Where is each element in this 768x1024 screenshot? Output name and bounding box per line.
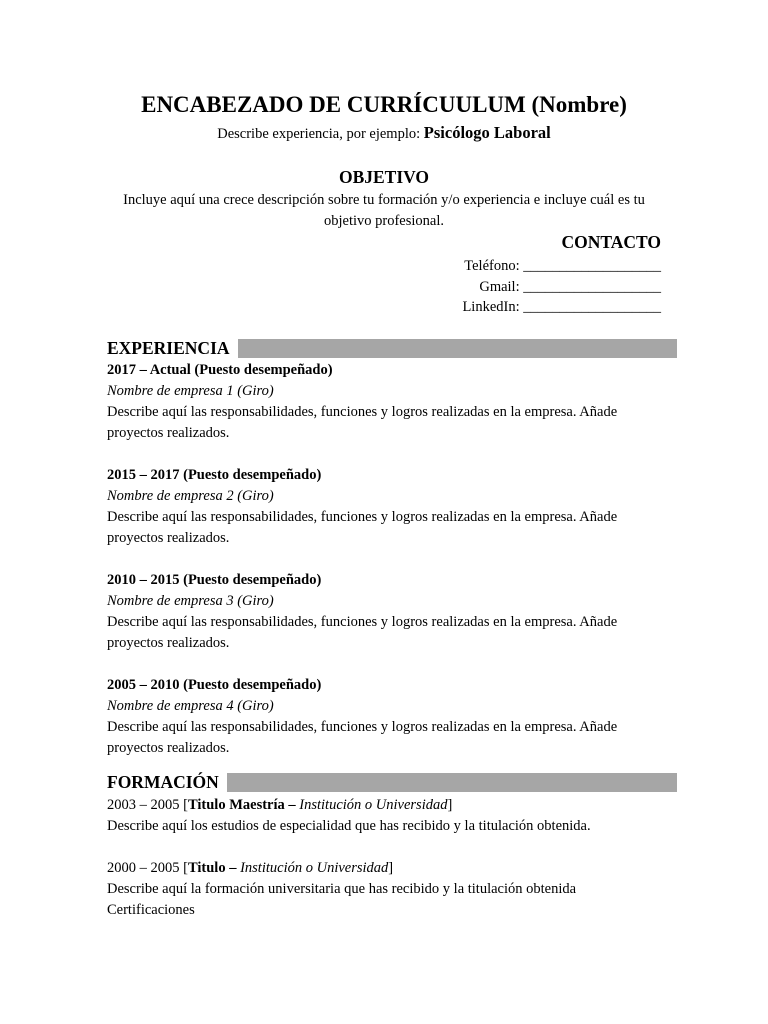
- experience-heading: EXPERIENCIA: [107, 338, 230, 358]
- experience-period: 2010 – 2015 (Puesto desempeñado): [107, 572, 322, 588]
- contact-value: ___________________: [523, 299, 661, 315]
- experience-period: 2005 – 2010 (Puesto desempeñado): [107, 677, 322, 693]
- experience-period: 2017 – Actual (Puesto desempeñado): [107, 362, 333, 378]
- education-description: Describe aquí los estudios de especialidad que has recibido y la titulación obtenida.: [107, 818, 591, 834]
- education-heading: FORMACIÓN: [107, 772, 219, 792]
- education-institution: Institución o Universidad: [240, 860, 389, 876]
- education-list: [107, 795, 667, 942]
- resume-subtitle: [0, 122, 768, 145]
- contact-row-gmail: [462, 277, 661, 298]
- education-certifications: Certificaciones: [107, 902, 195, 918]
- contact-value: ___________________: [523, 278, 661, 295]
- resume-title: ENCABEZADO DE CURRÍCUULUM (Nombre): [141, 92, 627, 117]
- education-section-header: [107, 771, 677, 793]
- objective-text: Incluye aquí una crece descripción sobre tu formación y/o experiencia e incluye cuál es tu objetivo profesional.: [123, 192, 645, 229]
- education-divider-bar: [227, 773, 677, 792]
- experience-entry: [107, 570, 667, 654]
- contact-list: [462, 256, 661, 318]
- education-description: Describe aquí la formación universitaria que has recibido y la titulación obtenida: [107, 881, 577, 897]
- education-years: 2000 – 2005 [: [107, 860, 188, 876]
- experience-company: Nombre de empresa 3 (Giro): [107, 593, 274, 609]
- contact-label: LinkedIn:: [462, 299, 520, 315]
- contact-heading: CONTACTO: [561, 232, 661, 252]
- subtitle-prefix: Describe experiencia, por ejemplo:: [217, 126, 424, 142]
- contact-row-linkedin: [462, 297, 661, 318]
- experience-company: Nombre de empresa 2 (Giro): [107, 488, 274, 504]
- experience-list: [107, 360, 667, 780]
- experience-section-header: [107, 337, 677, 359]
- education-bracket-close: ]: [388, 860, 394, 876]
- experience-entry: [107, 675, 667, 759]
- contact-value: ___________________: [523, 258, 661, 274]
- experience-description: Describe aquí las responsabilidades, funciones y logros realizadas en la empresa. Añade proyectos realizados.: [107, 614, 618, 651]
- education-years: 2003 – 2005 [: [107, 797, 188, 813]
- contact-label: Teléfono:: [464, 258, 520, 274]
- experience-description: Describe aquí las responsabilidades, funciones y logros realizadas en la empresa. Añade proyectos realizados.: [107, 509, 618, 546]
- education-degree: Titulo Maestría –: [187, 797, 300, 813]
- experience-divider-bar: [238, 339, 677, 358]
- education-bracket-close: ]: [447, 797, 453, 813]
- experience-company: Nombre de empresa 1 (Giro): [107, 383, 274, 399]
- education-title-line: [107, 858, 667, 879]
- experience-entry: [107, 465, 667, 549]
- experience-company: Nombre de empresa 4 (Giro): [107, 698, 274, 714]
- experience-description: Describe aquí las responsabilidades, funciones y logros realizadas en la empresa. Añade proyectos realizados.: [107, 719, 618, 756]
- subtitle-role: Psicólogo Laboral: [423, 123, 551, 142]
- contact-label: Gmail:: [479, 278, 520, 295]
- experience-entry: [107, 360, 667, 444]
- education-title-line: [107, 795, 667, 816]
- objective-heading: OBJETIVO: [338, 167, 430, 187]
- contact-row-phone: [462, 256, 661, 277]
- education-degree: Titulo –: [187, 860, 241, 876]
- education-entry: [107, 858, 667, 921]
- experience-description: Describe aquí las responsabilidades, funciones y logros realizadas en la empresa. Añade proyectos realizados.: [107, 404, 618, 441]
- education-entry: [107, 795, 667, 837]
- experience-period: 2015 – 2017 (Puesto desempeñado): [107, 467, 322, 483]
- education-institution: Institución o Universidad: [299, 797, 448, 813]
